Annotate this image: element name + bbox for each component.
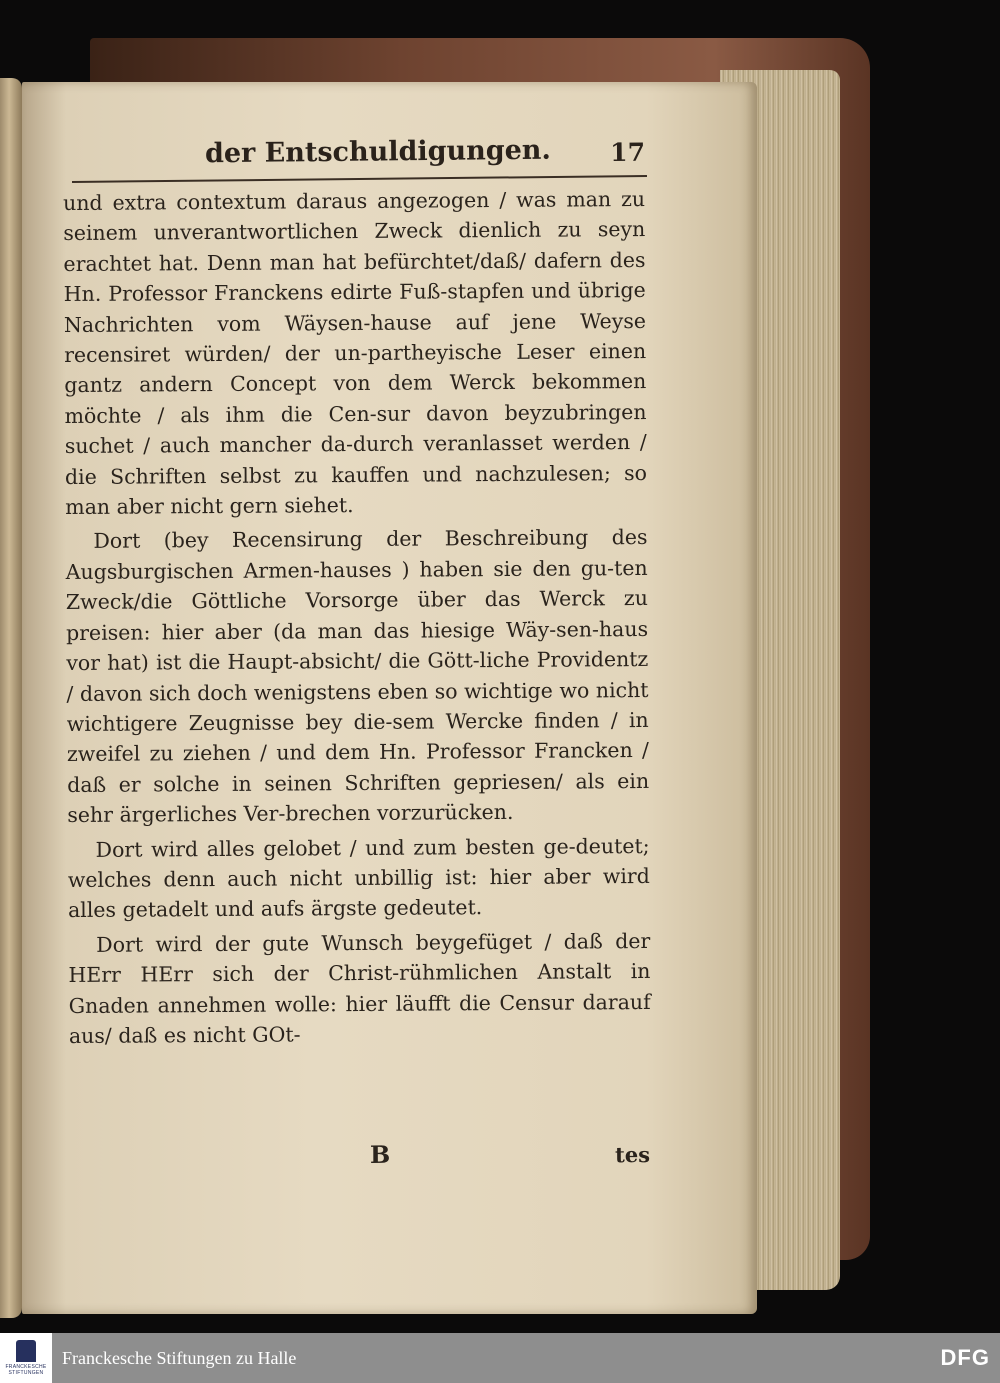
paragraph: Dort wird der gute Wunsch beygefüget / daß der HErr HErr sich der Christ-rühmlichen Anstalt in Gnaden annehmen wolle: hier läufft die Censur darauf aus/ daß es nicht GOt-: [68, 928, 651, 1048]
institution-logo[interactable]: [0, 1333, 52, 1383]
building-icon: [16, 1340, 36, 1362]
paragraph: Dort (bey Recensirung der Beschreibung des Augsburgischen Armen-hauses ) haben sie den gu-ten Zweck/die Göttliche Vorsorge über das Werck zu preisen: hier aber (da man das hiesige Wäy-sen-haus vor hat) ist die Haupt-absicht/ die Gött-liche Providentz / davon sich doch wenigstens eben so wichtige wo nicht wichtigere Zeugnisse bey die-sem Wercke finden / in zweifel zu ziehen / und dem Hn. Professor Francken / daß er solche in seinen Schriften gepriesen/ als ein sehr ärgerliches Ver-brechen vorzurücken.: [65, 525, 650, 828]
page-footer: [80, 1138, 650, 1178]
running-title: der Entschuldigungen.: [204, 134, 552, 170]
paragraph: Dort wird alles gelobet / und zum besten ge-deutet; welches denn auch nicht unbillig ist: hier aber wird alles getadelt und aufs ärgste gedeutet.: [67, 833, 650, 923]
body-text: [63, 184, 651, 1055]
logo-text: FRANCKESCHE STIFTUNGEN: [5, 1364, 47, 1376]
signature-mark: B: [369, 1139, 391, 1169]
catchword: tes: [615, 1142, 651, 1168]
attribution-bar: [0, 1333, 1000, 1383]
page-number: 17: [610, 137, 646, 168]
page-header: [205, 128, 645, 179]
left-page-edge: [0, 78, 22, 1318]
dfg-logo[interactable]: DFG: [940, 1345, 990, 1370]
institution-name[interactable]: Franckesche Stiftungen zu Halle: [62, 1347, 297, 1368]
paragraph: und extra contextum daraus angezogen / was man zu seinem unverantwortlichen Zweck dienlich zu seyn erachtet hat. Denn man hat befürchtet/daß/ dafern des Hn. Professor Franckens edirte Fuß-stapfen und übrige Nachrichten vom Wäysen-hause auf jene Weyse recensiret würden/ der un-partheyische Leser einen gantz andern Concept von dem Werck bekommen möchte / als ihm die Cen-sur davon beyzubringen suchet / auch mancher da-durch veranlasset werden / die Schriften selbst zu kauffen und nachzulesen; so man aber nicht gern siehet.: [63, 186, 648, 520]
